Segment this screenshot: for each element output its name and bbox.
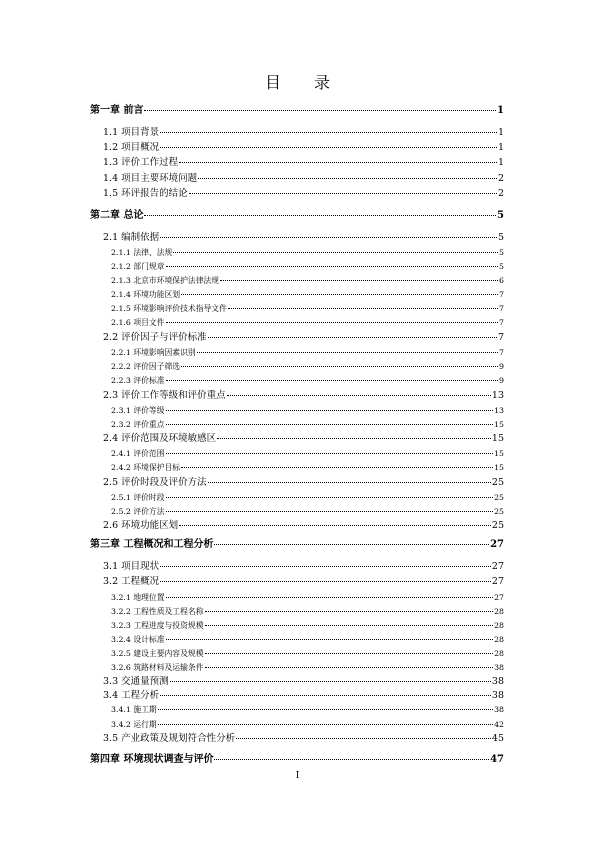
dot-leader	[158, 709, 493, 710]
dot-leader	[181, 294, 498, 295]
toc-entry[interactable]	[111, 346, 504, 359]
toc-entry[interactable]	[111, 461, 504, 474]
toc-entry-page: 28	[494, 649, 504, 658]
toc-entry-page: 13	[494, 406, 504, 415]
dot-leader	[173, 252, 498, 253]
toc-entry-title: 2.2.2 评价因子筛选	[111, 362, 181, 371]
toc-entry-title: 1.4 项目主要环境问题	[103, 173, 198, 184]
dot-leader	[166, 380, 499, 381]
toc-entry[interactable]	[111, 288, 504, 301]
toc-entry-page: 27	[490, 539, 504, 550]
dot-leader	[166, 453, 494, 454]
toc-entry-page: 9	[499, 362, 504, 371]
toc-entry-title: 3.2.2 工程性质及工程名称	[111, 607, 204, 616]
toc-entry-title: 2.1.1 法律、法规	[111, 248, 173, 257]
dot-leader	[205, 667, 494, 668]
toc-entry[interactable]	[103, 389, 504, 402]
toc-entry-title: 3.2 工程概况	[103, 576, 160, 587]
toc-entry-title: 3.4.2 运行期	[111, 720, 157, 729]
toc-entry[interactable]	[103, 156, 504, 169]
toc-entry[interactable]	[111, 360, 504, 373]
dot-leader	[217, 438, 491, 439]
toc-entry-page: 15	[494, 463, 504, 472]
toc-entry-page: 42	[494, 720, 504, 729]
toc-entry[interactable]	[111, 274, 504, 287]
toc-entry[interactable]	[111, 246, 504, 259]
toc-entry-page: 27	[491, 576, 504, 587]
toc-entry[interactable]	[103, 126, 504, 139]
toc-entry-title: 第二章 总论	[90, 210, 144, 221]
toc-entry[interactable]	[103, 575, 504, 588]
toc-entry-page: 27	[491, 561, 504, 572]
toc-entry[interactable]	[111, 619, 504, 632]
toc-entry-page: 13	[491, 390, 504, 401]
toc-entry-page: 5	[499, 248, 504, 257]
toc-entry[interactable]	[103, 689, 504, 702]
toc-entry[interactable]	[111, 302, 504, 315]
dot-leader	[158, 724, 493, 725]
toc-entry-title: 2.1.6 项目文件	[111, 318, 165, 327]
toc-entry-title: 第四章 环境现状调查与评价	[90, 754, 214, 765]
toc-entry[interactable]	[103, 476, 504, 489]
toc-entry-title: 2.1.2 部门规章	[111, 262, 165, 271]
toc-entry-title: 第一章 前言	[90, 105, 144, 116]
toc-entry[interactable]	[111, 505, 504, 518]
toc-entry-page: 45	[491, 733, 504, 744]
toc-entry-title: 2.3 评价工作等级和评价重点	[103, 390, 226, 401]
toc-entry-page: 2	[497, 173, 504, 184]
dot-leader	[144, 110, 496, 111]
toc-entry-title: 2.2.1 环境影响因素识别	[111, 348, 196, 357]
toc-entry[interactable]	[103, 560, 504, 573]
toc-entry[interactable]	[111, 418, 504, 431]
toc-entry-title: 2.4.2 环境保护目标	[111, 463, 181, 472]
toc-entry-page: 1	[497, 127, 504, 138]
toc-entry-title: 1.1 项目背景	[103, 127, 160, 138]
dot-leader	[181, 467, 493, 468]
toc-entry-title: 1.5 环评报告的结论	[103, 188, 188, 199]
toc-entry[interactable]	[111, 447, 504, 460]
dot-leader	[179, 162, 497, 163]
toc-entry[interactable]	[103, 141, 504, 154]
toc-entry-title: 1.2 项目概况	[103, 142, 160, 153]
toc-entry-page: 25	[491, 520, 504, 531]
page-title: 目 录	[264, 73, 345, 92]
toc-entry-title: 2.4.1 评价范围	[111, 449, 165, 458]
toc-entry-page: 38	[491, 690, 504, 701]
toc-entry-title: 3.3 交通量预测	[103, 676, 169, 687]
dot-leader	[160, 147, 497, 148]
dot-leader	[166, 597, 494, 598]
toc-entry-page: 5	[499, 262, 504, 271]
toc-entry-page: 9	[499, 376, 504, 385]
toc-entry-title: 1.3 评价工作过程	[103, 157, 179, 168]
toc-entry[interactable]	[111, 404, 504, 417]
dot-leader	[227, 395, 491, 396]
dot-leader	[236, 738, 491, 739]
toc-entry-page: 5	[497, 210, 504, 221]
toc-entry[interactable]	[103, 675, 504, 688]
dot-leader	[166, 639, 494, 640]
dot-leader	[214, 759, 489, 760]
toc-entry-title: 3.2.5 建设主要内容及规模	[111, 649, 204, 658]
toc-entry-title: 2.6 环境功能区划	[103, 520, 179, 531]
toc-entry[interactable]	[103, 519, 504, 532]
dot-leader	[160, 132, 497, 133]
dot-leader	[205, 625, 494, 626]
toc-entry-page: 7	[499, 304, 504, 313]
toc-entry-page: 7	[499, 318, 504, 327]
toc-entry-title: 3.5 产业政策及规划符合性分析	[103, 733, 236, 744]
toc-entry-page: 1	[497, 157, 504, 168]
toc-entry[interactable]	[111, 591, 504, 604]
toc-entry[interactable]	[90, 104, 504, 117]
page-number: I	[295, 771, 300, 781]
toc-entry-page: 7	[499, 348, 504, 357]
toc-entry-title: 2.3.1 评价等级	[111, 406, 165, 415]
toc-entry[interactable]	[103, 432, 504, 445]
toc-entry-title: 2.1 编制依据	[103, 232, 160, 243]
toc-entry-page: 38	[494, 663, 504, 672]
toc-entry-page: 6	[499, 276, 504, 285]
dot-leader	[214, 544, 489, 545]
toc-entry-page: 27	[494, 593, 504, 602]
toc-entry-page: 7	[497, 332, 504, 343]
toc-entry-page: 15	[494, 449, 504, 458]
toc-entry-title: 3.2.3 工程进度与投资规模	[111, 621, 204, 630]
dot-leader	[205, 653, 494, 654]
dot-leader	[160, 695, 491, 696]
dot-leader	[170, 681, 491, 682]
toc-entry-page: 1	[497, 142, 504, 153]
toc-entry-page: 25	[491, 477, 504, 488]
toc-entry[interactable]	[90, 538, 504, 551]
toc-entry[interactable]	[111, 718, 504, 731]
toc-entry[interactable]	[111, 647, 504, 660]
toc-entry[interactable]	[103, 732, 504, 745]
dot-leader	[160, 581, 491, 582]
dot-leader	[166, 266, 499, 267]
dot-leader	[205, 611, 494, 612]
toc-entry-page: 47	[490, 754, 504, 765]
dot-leader	[197, 352, 498, 353]
dot-leader	[179, 525, 491, 526]
toc-entry-title: 2.3.2 评价重点	[111, 420, 165, 429]
toc-entry[interactable]	[111, 703, 504, 716]
toc-entry-page: 28	[494, 621, 504, 630]
toc-entry-title: 2.5 评价时段及评价方法	[103, 477, 207, 488]
toc-entry-title: 2.1.4 环境功能区划	[111, 290, 181, 299]
dot-leader	[228, 308, 498, 309]
toc-entry[interactable]	[111, 374, 504, 387]
toc-entry-title: 2.5.2 评价方法	[111, 507, 165, 516]
dot-leader	[166, 410, 494, 411]
dot-leader	[166, 322, 499, 323]
toc-entry-title: 2.5.1 评价时段	[111, 493, 165, 502]
toc-entry[interactable]	[111, 633, 504, 646]
toc-entry-title: 2.4 评价范围及环境敏感区	[103, 433, 217, 444]
dot-leader	[181, 366, 498, 367]
toc-entry-page: 25	[494, 493, 504, 502]
toc-entry[interactable]	[103, 172, 504, 185]
toc-entry-title: 2.1.5 环境影响评价技术指导文件	[111, 304, 227, 313]
dot-leader	[208, 337, 497, 338]
toc-entry-page: 38	[494, 705, 504, 714]
toc-entry[interactable]	[103, 231, 504, 244]
toc-entry-page: 15	[494, 420, 504, 429]
dot-leader	[160, 237, 497, 238]
toc-entry-title: 3.2.4 设计标准	[111, 635, 165, 644]
dot-leader	[198, 178, 497, 179]
dot-leader	[208, 482, 491, 483]
toc-entry-title: 3.4 工程分析	[103, 690, 160, 701]
dot-leader	[144, 215, 496, 216]
toc-entry[interactable]	[90, 209, 504, 222]
toc-entry-page: 28	[494, 607, 504, 616]
toc-entry-page: 15	[491, 433, 504, 444]
toc-entry-title: 3.2.6 筑路材料及运输条件	[111, 663, 204, 672]
dot-leader	[166, 424, 494, 425]
toc-entry[interactable]	[111, 260, 504, 273]
toc-entry-page: 25	[494, 507, 504, 516]
toc-entry[interactable]	[111, 605, 504, 618]
toc-entry-page: 28	[494, 635, 504, 644]
dot-leader	[189, 193, 497, 194]
toc-entry-title: 2.2.3 评价标准	[111, 376, 165, 385]
toc-entry-title: 3.4.1 施工期	[111, 705, 157, 714]
toc-entry-title: 3.2.1 地理位置	[111, 593, 165, 602]
toc-entry[interactable]	[111, 316, 504, 329]
toc-entry[interactable]	[111, 661, 504, 674]
toc-entry[interactable]	[111, 491, 504, 504]
toc-entry-page: 7	[499, 290, 504, 299]
toc-entry-page: 38	[491, 676, 504, 687]
toc-entry-title: 第三章 工程概况和工程分析	[90, 539, 214, 550]
dot-leader	[166, 497, 494, 498]
toc-entry-title: 2.1.3 北京市环境保护法律法规	[111, 276, 220, 285]
toc-entry-page: 5	[497, 232, 504, 243]
dot-leader	[220, 280, 498, 281]
toc-entry[interactable]	[103, 331, 504, 344]
toc-entry-page: 2	[497, 188, 504, 199]
toc-entry-title: 2.2 评价因子与评价标准	[103, 332, 207, 343]
dot-leader	[160, 566, 491, 567]
toc-entry[interactable]	[90, 753, 504, 766]
toc-entry-title: 3.1 项目现状	[103, 561, 160, 572]
toc-entry[interactable]	[103, 187, 504, 200]
toc-entry-page: 1	[497, 105, 504, 116]
dot-leader	[166, 511, 494, 512]
